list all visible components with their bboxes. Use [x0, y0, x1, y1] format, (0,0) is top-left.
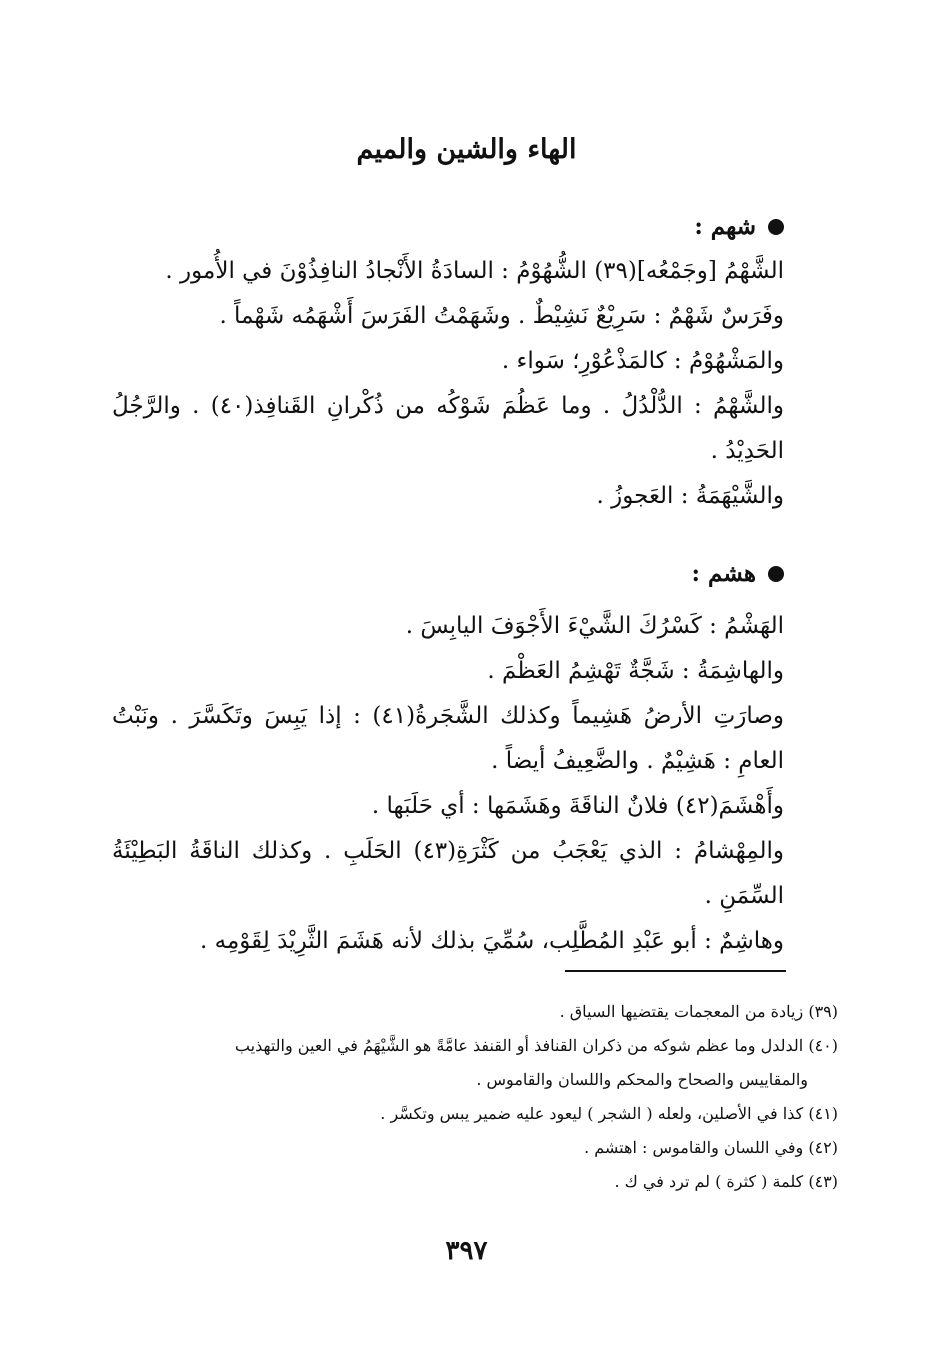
section-heading-text: هشم :	[691, 560, 756, 587]
entry-line: وأَهْشَمَ(٤٢) فلانٌ الناقَةَ وهَشَمَها : أي حَلَبَها .	[371, 793, 784, 819]
entry-line: وصارَتِ الأرضُ هَشِيماً وكذلك الشَّجَرةُ(٤١) : إذا يَبِسَ وتَكَسَّرَ . ونَبْتُ العامِ : هَشِيْمٌ . والضَّعِيفُ أيضاً .	[112, 703, 784, 774]
dictionary-body	[112, 196, 784, 964]
bullet-icon	[768, 219, 784, 235]
entry-line: وفَرَسٌ شَهْمٌ : سَرِيْعٌ نَشِيْطٌ . وشَهَمْتُ الفَرَسَ أَشْهَمُه شَهْماً .	[219, 303, 784, 329]
footnote: (٤٣) كلمة ( كثرة ) لم ترد في ك .	[614, 1172, 838, 1191]
entry-line: والشَّيْهَمَةُ : العَجوزُ .	[596, 483, 784, 509]
entry-line: والهاشِمَةُ : شَجَّةٌ تَهْشِمُ العَظْمَ .	[487, 658, 784, 684]
footnote: (٤٢) وفي اللسان والقاموس : اهتشم .	[584, 1138, 838, 1157]
page-number: ٣٩٧	[445, 1236, 488, 1266]
entry-line: والمِهْشامُ : الذي يَعْجَبُ من كَثْرَةِ(٤٣) الحَلَبِ . وكذلك الناقَةُ البَطِيْئَةُ السِّمَنِ .	[112, 838, 784, 909]
page-title: الهاء والشين والميم	[356, 134, 577, 165]
footnote-divider	[565, 970, 786, 972]
footnotes	[112, 995, 838, 1199]
section-heading-hashm	[112, 551, 784, 596]
bullet-icon	[768, 566, 784, 582]
entry-line: الهَشْمُ : كَسْرُكَ الشَّيْءَ الأَجْوَفَ اليابِسَ .	[405, 613, 784, 639]
entry-line: الشَّهْمُ [وجَمْعُه](٣٩) الشُّهُوْمُ : السادَةُ الأَنْجادُ النافِذُوْنَ في الأُمور .	[165, 258, 784, 284]
footnote: (٤١) كذا في الأصلين، ولعله ( الشجر ) ليعود عليه ضمير يبس وتكسَّر .	[380, 1104, 838, 1123]
footnote: (٤٠) الدلدل وما عظم شوكه من ذكران القنافذ أو القنفذ عامَّةً هو الشَّيْهَمُ في العين والتهذيب	[234, 1036, 838, 1055]
footnote-continuation: والمقاييس والصحاح والمحكم واللسان والقاموس .	[476, 1070, 808, 1089]
entry-line: وهاشِمٌ : أبو عَبْدِ المُطَّلِب، سُمِّيَ بذلك لأنه هَشَمَ الثَّرِيْدَ لِقَوْمِه .	[200, 928, 784, 954]
section-heading-shahm	[112, 204, 784, 249]
entry-line: والشَّهْمُ : الدُّلْدُلُ . وما عَظُمَ شَوْكُه من ذُكْرانِ القَنافِذ(٤٠) . والرَّجُلُ الحَدِيْدُ .	[112, 393, 784, 464]
footnote: (٣٩) زيادة من المعجمات يقتضيها السياق .	[559, 1002, 838, 1021]
section-heading-text: شهم :	[694, 213, 756, 240]
entry-line: والمَشْهُوْمُ : كالمَذْعُوْرِ؛ سَواء .	[501, 348, 784, 374]
